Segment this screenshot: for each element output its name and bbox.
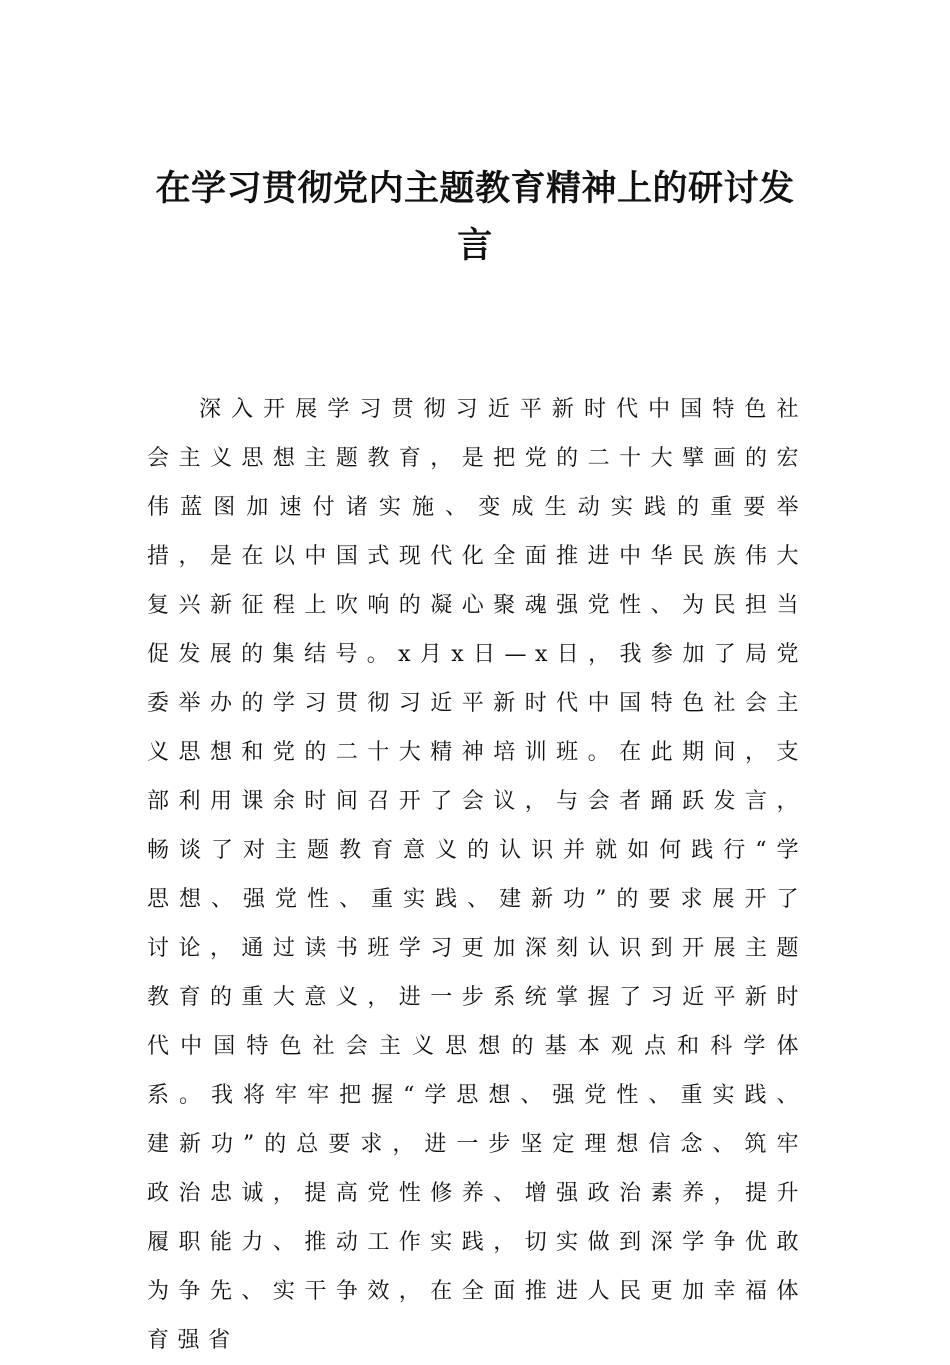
body-paragraph: 深入开展学习贯彻习近平新时代中国特色社会主义思想主题教育，是把党的二十大擘画的宏伟蓝图加速付诸实施、变成生动实践的重要举措，是在以中国式现代化全面推进中华民族伟大复兴新征程上吹响的凝心聚魂强党性、为民担当促发展的集结号。x月x日—x日，我参加了局党委举办的学习贯彻习近平新时代中国特色社会主义思想和党的二十大精神培训班。在此期间，支部利用课余时间召开了会议，与会者踊跃发言，畅谈了对主题教育意义的认识并就如何践行“学思想、强党性、重实践、建新功”的要求展开了讨论，通过读书班学习更加深刻认识到开展主题教育的重大意义，进一步系统掌握了习近平新时代中国特色社会主义思想的基本观点和科学体系。我将牢牢把握“学思想、强党性、重实践、建新功”的总要求，进一步坚定理想信念、筑牢政治忠诚，提高党性修养、增强政治素养，提升履职能力、推动工作实践，切实做到深学争优敢为争先、实干争效，在全面推进人民更加幸福体育强省 [147,397,807,1353]
document-title: 在学习贯彻党内主题教育精神上的研讨发言 [155,168,795,266]
